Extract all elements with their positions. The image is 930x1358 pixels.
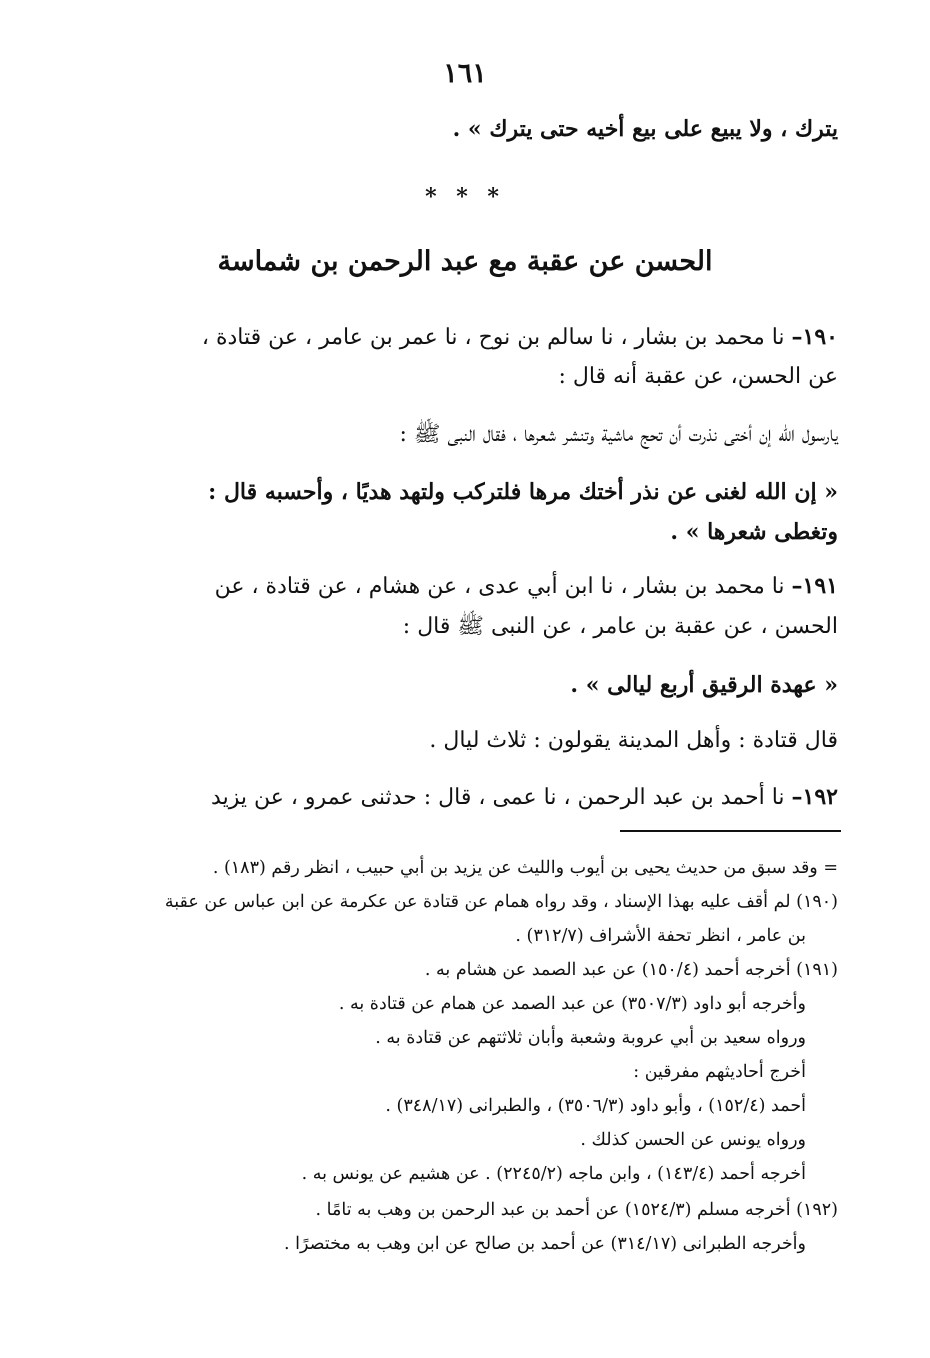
hadith-190-line-3: يارسول الله إن أختى نذرت أن تحج ماشية وتنشر شعرها ، فقال النبى ﷺ : [399, 422, 838, 447]
footnote-divider [620, 830, 841, 832]
hadith-191-line-1 [215, 575, 838, 598]
footnote-line: بن عامر ، انظر تحفة الأشراف (٣١٢/٧) . [515, 926, 806, 946]
section-separator: * * * [425, 184, 505, 210]
footnote-line: وأخرجه أبو داود (٣٥٠٧/٣) عن عبد الصمد عن همام عن قتادة به . [338, 994, 806, 1014]
hadith-text: نا أحمد بن عبد الرحمن ، نا عمى ، قال : حدثنى عمرو ، عن يزيد [211, 785, 785, 810]
footnote-line: ورواه يونس عن الحسن كذلك . [580, 1130, 806, 1150]
hadith-192-line-1 [211, 786, 838, 809]
hadith-191-note: قال قتادة : وأهل المدينة يقولون : ثلاث ليال . [429, 728, 838, 753]
footnote-line: (١٩١) أخرجه أحمد (١٥٠/٤) عن عبد الصمد عن هشام به . [424, 960, 838, 980]
footnote-line: أخرجه أحمد (١٤٣/٤) ، وابن ماجه (٢٢٤٥/٢) . عن هشيم عن يونس به . [301, 1164, 806, 1184]
footnote-line: = وقد سبق من حديث يحيى بن أيوب والليث عن يزيد بن أبي حبيب ، انظر رقم (١٨٣) . [212, 858, 838, 878]
footnote-line: أخرج أحاديثهم مفرقين : [633, 1062, 806, 1082]
hadith-190-line-2: عن الحسن، عن عقبة أنه قال : [558, 364, 838, 389]
footnote-line: (١٩٢) أخرجه مسلم (١٥٢٤/٣) عن أحمد بن عبد الرحمن بن وهب به تامًا . [315, 1200, 838, 1220]
footnote-line: وأخرجه الطبرانى (٣١٤/١٧) عن أحمد بن صالح عن ابن وهب به مختصرًا . [283, 1234, 806, 1254]
hadith-text: نا محمد بن بشار ، نا سالم بن نوح ، نا عمر بن عامر ، عن قتادة ، [201, 325, 785, 350]
hadith-190-quote-1: « إن الله لغنى عن نذر أختك مرها فلتركب ولتهد هديًا ، وأحسبه قال : [208, 479, 838, 505]
hadith-number: ١٩٢– [791, 784, 838, 810]
hadith-190-quote-2: وتغطى شعرها » . [670, 519, 838, 545]
hadith-text: نا محمد بن بشار ، نا ابن أبي عدى ، عن هشام ، عن قتادة ، عن [214, 574, 785, 599]
continuation-line: يترك ، ولا يبيع على بيع أخيه حتى يترك » . [452, 116, 838, 142]
hadith-190-line-1 [202, 326, 838, 349]
footnote-line: أحمد (١٥٢/٤) ، وأبو داود (٣٥٠٦/٣) ، والطبرانى (٣٤٨/١٧) . [385, 1096, 806, 1116]
footnote-line: (١٩٠) لم أقف عليه بهذا الإسناد ، وقد رواه همام عن قتادة عن عكرمة عن ابن عباس عن عقبة [164, 892, 838, 912]
hadith-number: ١٩٠– [791, 324, 838, 350]
footnote-line: ورواه سعيد بن أبي عروبة وشعبة وأبان ثلاثتهم عن قتادة به . [375, 1028, 806, 1048]
hadith-191-line-2: الحسن ، عن عقبة بن عامر ، عن النبى ﷺ قال : [402, 614, 838, 639]
hadith-number: ١٩١– [791, 573, 838, 599]
page-number: ١٦١ [443, 58, 487, 89]
section-title: الحسن عن عقبة مع عبد الرحمن بن شماسة [217, 246, 713, 277]
hadith-191-quote: « عهدة الرقيق أربع ليالى » . [570, 672, 838, 698]
